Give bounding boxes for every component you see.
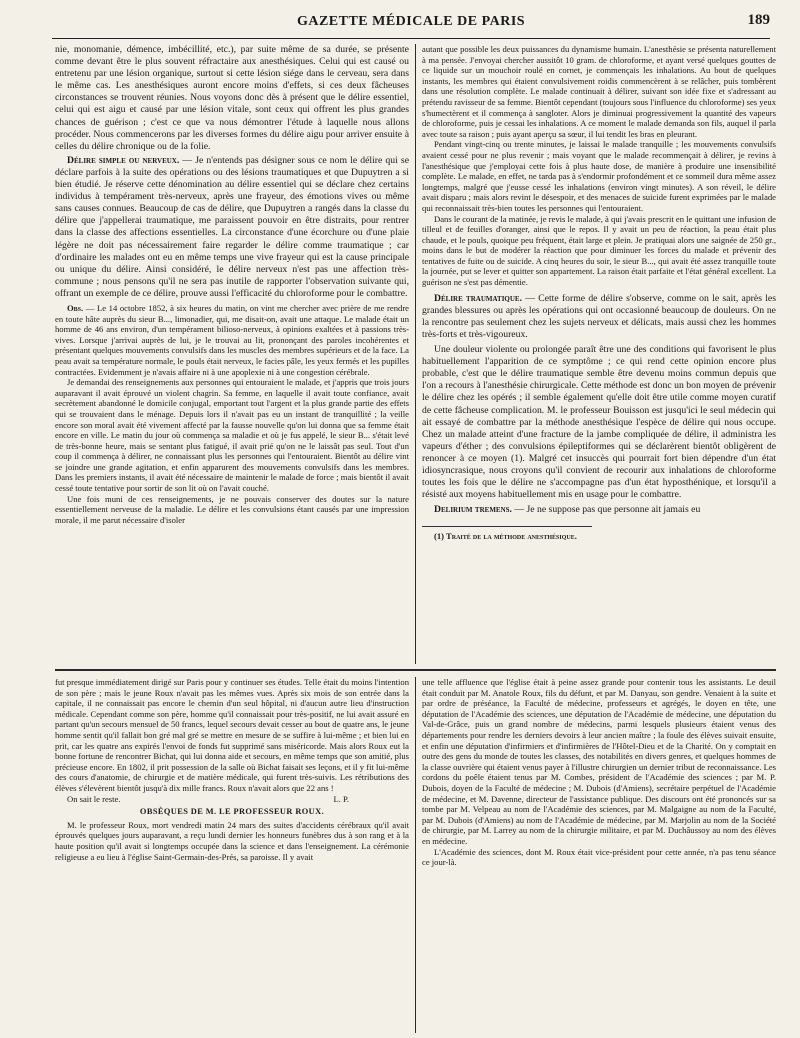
observation-continuation-2: Pendant vingt-cinq ou trente minutes, je laissai le malade tranquille ; les mouvements convulsifs avaient cessé pour ne plus revenir ; mais voyant que le malade recommençait à délirer, je revins à l'anesthésique que j'employai cette fois à plus haute dose, de manière à produire une insensibilité complète. Le malade, en effet, ne tarda pas à s'endormir profondément et ce sommeil dura même assez longtemps, malgré que j'eusse cessé les inhalations (environ vingt minutes). A son réveil, le délire avait disparu ; mais alors revint le désespoir, et des menaces de suicide furent exprimées par le malade qui reconnaissait très-bien toutes les personnes qui l'entouraient. [422,139,776,213]
footnote: (1) Traité de la méthode anesthésique. [434,531,577,542]
paragraph-delire-traumatique [422,293,776,341]
paragraph-delire-simple [55,155,409,300]
page-number: 189 [747,12,770,28]
section-heading-delire-simple: Délire simple ou nerveux. [67,154,180,166]
paragraph-text: — Je ne suppose pas que personne ait jamais eu [511,504,701,516]
paragraph-delire-intro: nie, monomanie, démence, imbécillité, etc.), par suite même de sa durée, se présente comme devant être le plus souvent réfractaire aux anesthésiques. Celui qui est causé ou entretenu par une lésion organique, surtout si cette lésion siége dans le cerveau, sera dans le même cas. Les anesthésiques auront encore moins d'effets, si ces deux fâcheuses circonstances se trouvent réunies. Nous voyons donc dès à présent que le délire essentiel, celui qui est aigu et causé par une lésion vitale, sont ceux qui offrent les plus grandes chances de guérison ; c'est ce que va nous démontrer l'étude à laquelle nous allons procéder. Nous commencerons par les diverses formes du délire aigu pour arriver ensuite à celles du délire chronique ou de la folie. [55,44,409,152]
biography-paragraph: fut presque immédiatement dirigé sur Paris pour y continuer ses études. Telle était du moins l'intention de son père ; mais le jeune Roux n'avait pas les mêmes vues. Après six mois de son entrée dans la capitale, il ne connaissait pas encore le chemin d'un seul hôpital, ni d'aucun autre lieu d'instruction médicale. Cependant comme son père, homme qu'il connaissait pour très-positif, ne lui avait assuré en partant qu'un secours mensuel de 50 francs, lequel secours devait cesser au bout de quatre ans, le jeune homme sentit qu'il fallait bon gré mal gré se mettre en mesure de se suffire à lui-même ; et bien lui en prit, car les quatre ans expirés l'envoi de fonds fut supprimé sans miséricorde. Mais alors Roux eut la bonne fortune de rencontrer Bichat, qui lui donna aide et secours, en même temps que son amitié, plus précieuse encore. En 1802, il prit possession de la salle où Bichat faisait ses leçons, et il y fit lui-même des cours d'anatomie, de chirurgie et de matière médicale, qui furent très-suivis. Les rétributions des élèves s'élevèrent bientôt jusqu'à dix mille francs. Roux n'avait alors que 22 ans ! [55,677,409,793]
observation-text: — Le 14 octobre 1852, à six heures du matin, on vint me chercher avec prière de me rendre en toute hâte auprès du sieur B..., limonadier, qui, me disait-on, avait une attaque. Le malade était un homme de 46 ans environ, d'un tempérament bilioso-nerveux, à opinions exaltées et à passions très-vives. Lorsque j'arrivai auprès de lui, je le trouvai au lit, prononçant des paroles incohérentes et présentant quelques mouvements convulsifs dans les muscles des membres supérieurs et de la face. La peau avait sa température normale, le pouls était nerveux, le facies pâle, les yeux fermés et les pupilles contractées. Evidemment je n'avais affaire ni à une apoplexie ni à une congestion cérébrale. [55,302,409,377]
section-heading-delire-traumatique: Délire traumatique. [434,292,523,304]
academie-paragraph: L'Académie des sciences, dont M. Roux était vice-président pour cette année, n'a pas tenu séance ce jour-là. [422,846,776,868]
observation-label: Obs. [67,302,84,313]
biography-closing [55,794,409,805]
obituary-headline: OBSÈQUES DE M. LE PROFESSEUR ROUX. [139,807,325,817]
horizontal-divider [55,669,776,671]
column-divider-bottom [415,677,416,1033]
journal-title: GAZETTE MÉDICALE DE PARIS [296,14,526,29]
column-divider-top [415,44,416,664]
top-right-column [422,44,776,664]
bottom-left-column [55,677,409,1033]
funeral-paragraph: une telle affluence que l'église était à peine assez grande pour contenir tous les assistants. Le deuil était conduit par M. Anatole Roux, fils du défunt, et par M. Danyau, son gendre. Venaient à la suite et par ordre de préséance, la Faculté de médecine, professeurs et agrégés, le doyen en tête, une députation de l'Académie des sciences, une députation de l'Académie de médecine, une députation du Val-de-Grâce, puis un grand nombre de médecins, parmi lesquels plusieurs étaient venus des départements pour rendre les derniers devoirs à leur ancien maître ; la foule des élèves suivait ensuite, et enfin une députation d'infirmiers et d'infirmières de l'Hôtel-Dieu et de la Charité. On y comptait en outre des gens du monde de toutes les classes, des notabilités en divers genres, et quelques hommes de la classe ouvrière qui étaient venus payer à l'illustre chirurgien un dernier tribut de reconnaissance. Les cordons du poêle étaient tenus par M. Combes, président de l'Académie des sciences ; par M. P. Dubois, doyen de la Faculté de médecine ; M. Dubois (d'Amiens), secrétaire perpétuel de l'Académie de médecine, et M. Davenne, directeur de l'assistance publique. Des discours ont été prononcés sur sa tombe par M. Velpeau au nom de l'Académie des sciences, par M. Malgaigne au nom de la Faculté, par M. Dubois (d'Amiens) au nom de l'Académie de médecine, par M. Marjolin au nom de la Société de chirurgie, par M. Larrey au nom de la chirurgie militaire, et par M. Duchâussoy au nom des élèves en médecine. [422,677,776,846]
author-signature: L. P. [333,793,349,804]
observation-continuation: autant que possible les deux puissances du dynamisme humain. L'anesthésie se présenta naturellement à ma pensée. J'envoyai chercher aussitôt 10 gram. de chloroforme, et ayant versé quelques gouttes de ce liquide sur un mouchoir roulé en cornet, je commençais les inhalations. Au bout de quelques instants, les membres qui étaient convulsivement roidis commencèrent à se relâcher, puis tombèrent dans une résolution complète. Le malade continuait à délirer, suivant son idée fixe et s'adressant au prétendu ravisseur de sa femme. Bientôt cependant (toujours sous l'influence du chloroforme) ses yeux s'humectèrent et il commença à sangloter. Alors je diminuai progressivement la quantité des vapeurs de chloroforme, puis je cessai les inhalations. A ce moment le malade demanda son fils, auquel il parla avec toute sa raison ; puis ayant aperçu sa sœur, il lui tendit les bras en pleurant. [422,44,776,139]
observation-paragraph-2: Je demandai des renseignements aux personnes qui entouraient le malade, et j'appris que trois jours auparavant il avait éprouvé un violent chagrin. Sa femme, en laquelle il avait toute confiance, avait secrètement abandonné le domicile conjugal, emportant tout l'argent et la plus grande partie des effets qui se trouvaient dans le ménage. Depuis lors il n'avait pas eu un instant de tranquillité ; la veille encore son moral avait été vivement affecté par la fausse nouvelle qu'on lui donna que sa femme était encore en ville. Le matin du jour où commença sa maladie et où je fus appelé, le sieur B... s'était levé de très-bonne heure, mais se sentant plus fatigué, il avait prié qu'on ne le laissât pas seul. Tout d'un coup il commença à délirer, ne connaissant plus les personnes qui l'entouraient. Bientôt au délire vint se joindre une grande agitation, et enfin apparurent des mouvements convulsifs dans les membres. Dans les premiers instants, il avait été nécessaire de maintenir le malade de force ; mais bientôt il avait cessé toute tentative pour sortir de son lit où on l'avait couché. [55,377,409,494]
paragraph-anesthesie: Une douleur violente ou prolongée paraît être une des conditions qui favorisent le plus habituellement l'apparition de ce symptôme ; ce qui rend cette opinion encore plus probable, c'est que le délire traumatique semble être devenu moins commun depuis que l'on a recours à l'anesthésie chirurgicale. Cette méthode est donc un bon moyen de prévenir le délire chez les opérés ; il semble également qu'elle doit être utile comme moyen curatif de cette fâcheuse complication. M. le professeur Bouisson est jusqu'ici le seul médecin qui ait essayé de combattre par la méthode anesthésique l'espèce de délire qui nous occupe. Chez un malade atteint d'une fracture de la jambe compliquée de délire, il administra les vapeurs d'éther ; des convulsions épileptiformes qui se déclarèrent bientôt obligèrent de renoncer à ce moyen (1). Malgré cet insuccès qui pourrait fort bien dépendre d'un état idiosyncrasique, nous croyons qu'il convient de recourir aux inhalations de chloroforme toutes les fois que le délire ne s'accompagne pas d'un état hyposthénique, et lorsqu'il a résisté aux moyens habituellement mis en usage pour le combattre. [422,344,776,501]
section-heading-delirium-tremens: Delirium tremens. [434,504,512,516]
obituary-paragraph: M. le professeur Roux, mort vendredi matin 24 mars des suites d'accidents cérébraux qu'il avait éprouvés quelques jours auparavant, a reçu lundi dernier les honneurs funèbres dus à son rang et à la haute position qu'il avait si longtemps occupée dans la science et dans l'enseignement. La cérémonie religieuse a eu lieu à l'église Saint-Germain-des-Prés, sa paroisse. Il y avait [55,819,409,862]
top-left-column [55,44,409,662]
paragraph-text: — Je n'entends pas désigner sous ce nom le délire qui se déclare parfois à la suite des opérations ou des lésions traumatiques et que Dupuytren a si bien étudié. Je réserve cette dénomination au délire essentiel qui se déclare chez certains individus à tempérament très-nerveux, après une frayeur, des émotions vives ou même sans causes connues. Beaucoup de cas de délire, que Dupuytren a rangés dans la classe du délire que j'appellerai traumatique, me paraissent pouvoir en être distraits, pour rentrer dans la classe des affections essentielles. La circonstance d'une écorchure ou d'une plaie légère ne doit pas nécessairement faire regarder le délire comme traumatique ; car d'ordinaire les malades ont eu en même temps une vive frayeur qui est la cause principale ou unique du délire. Ainsi considéré, le délire nerveux n'est pas une affection très-commune ; nous pensons qu'il ne sera pas inutile de rapporter l'observation suivante qui, offrant un exemple de ce délire, prouve aussi l'efficacité du chloroforme pour le combattre. [55,154,409,299]
observation-paragraph-3: Une fois muni de ces renseignements, je ne pouvais conserver des doutes sur la nature essentiellement nerveuse de la maladie. Le délire et les convulsions étant causés par une impression morale, il me parut nécessaire d'isoler [55,493,409,525]
observation-paragraph [55,303,409,377]
paragraph-delirium-tremens [422,504,776,516]
closing-sentence: On sait le reste. [67,793,121,804]
bottom-right-column [422,677,776,1033]
page-header [52,8,770,39]
observation-continuation-3: Dans le courant de la matinée, je revis le malade, à qui j'avais prescrit en le quittant une infusion de tilleul et de feuilles d'oranger, ainsi que le repos. Il y avait un peu de réaction, la peau était plus chaude, et le pouls, quoique peu fréquent, était large et plein. Je pratiquai alors une saignée de 250 gr., moins dans le but de modérer la réaction que pour diminuer les forces du malade et prévenir des tentatives de fuite ou de suicide. A cinq heures du soir, le sieur B..., qui avait été assez tranquille toute la journée, put se lever et quitter son appartement. La raison était parfaite et l'état général excellent. La guérison ne s'est pas démentie. [422,213,776,288]
footnote-rule [422,526,592,527]
paragraph-text: — Cette forme de délire s'observe, comme on le sait, après les grandes blessures ou après les opérations qui ont occasionné beaucoup de douleurs. On ne la rencontre pas seulement chez les sujets nerveux et délicats, mais aussi chez les hommes très-forts et très-vigoureux. [422,292,776,340]
